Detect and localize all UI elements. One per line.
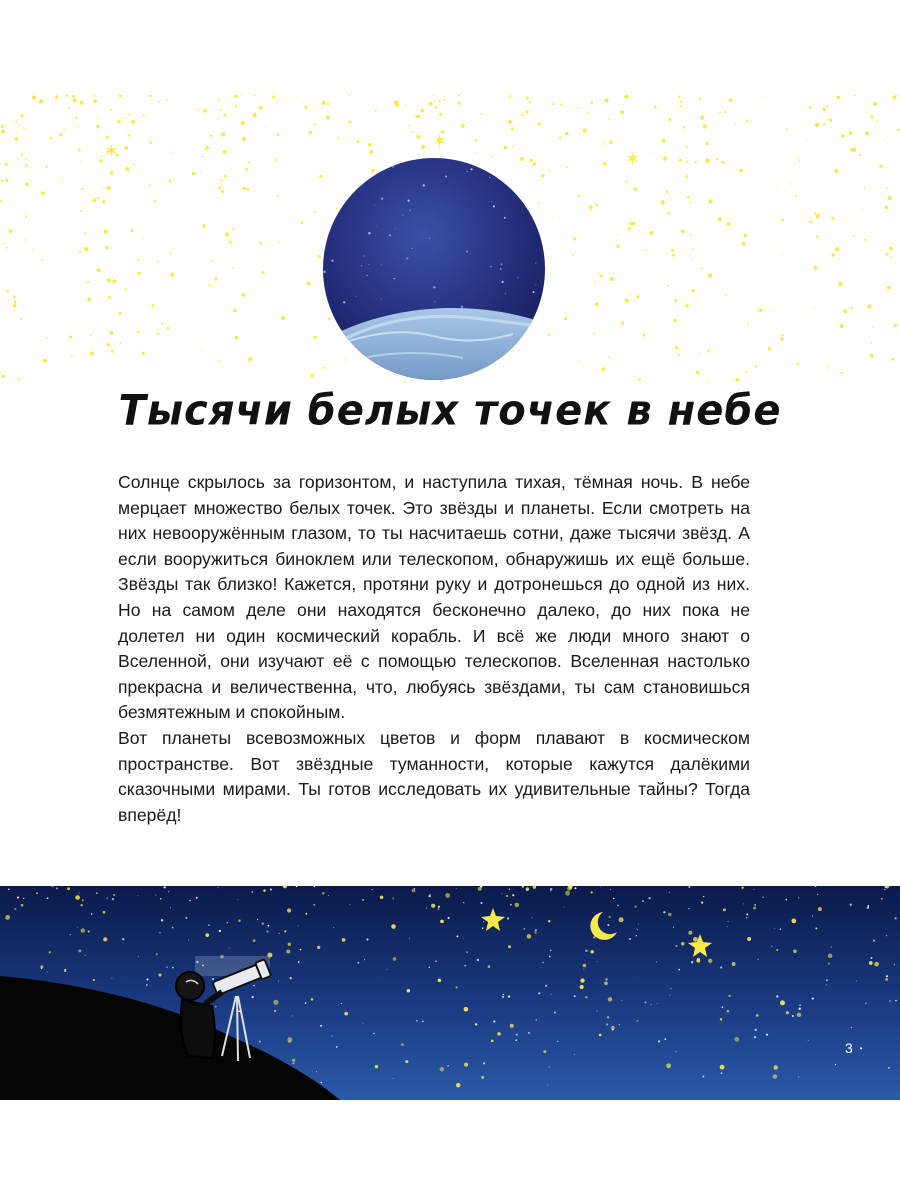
paragraph: Солнце скрылось за горизонтом, и наступила тихая, тёмная ночь. В небе мерцает множество белых точек. Это звёзды и планеты. Если смотреть на них невооружённым глазом, то ты насчитаешь сотни, даже тысячи звёзд. А если вооружиться биноклем или телескопом, обнаружишь их ещё больше. Звёзды так близко! Кажется, протяни руку и дотронешься до одной из них. Но на самом деле они находятся бесконечно далеко, до них пока не долетел ни один космический корабль. И всё же люди много знают о Вселенной, они изучают её с помощью телескопов. Вселенная настолько прекрасна и величественна, что, любуясь звёздами, ты сам становишься безмятежным и спокойным. <box>118 472 750 723</box>
star-icon: ✶ <box>625 149 641 169</box>
paragraph: Вот планеты всевозможных цветов и форм плавают в космическом пространстве. Вот звёздные туманности, которые кажутся далёкими сказочными мирами. Ты готов исследовать их удивительные тайны? Тогда вперёд! <box>118 727 750 825</box>
star-icon: ✶ <box>432 131 448 151</box>
body-text <box>118 470 750 828</box>
star-icon: ✶ <box>104 141 120 161</box>
page-number: 3 <box>845 1040 853 1056</box>
earth-globe-icon <box>323 158 545 380</box>
page-heading: Тысячи белых точек в небе <box>118 386 782 436</box>
night-sky-illustration <box>0 886 900 1100</box>
